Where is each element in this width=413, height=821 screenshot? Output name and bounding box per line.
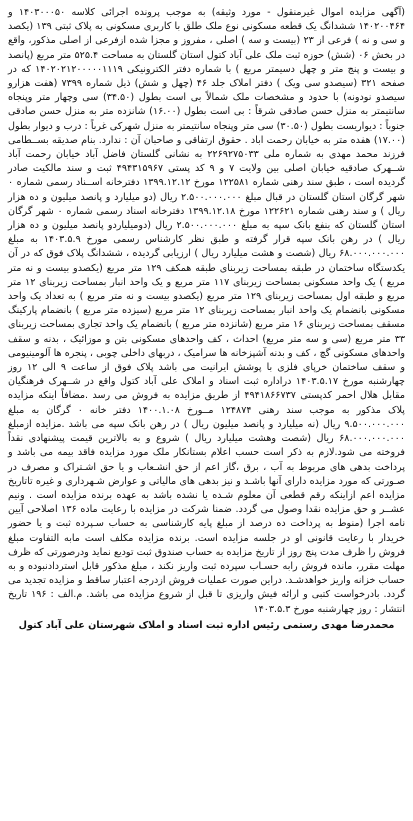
notice-paragraph: (آگهی مزایده اموال غیرمنقول - مورد وثیقه) به موجب پرونده اجرائی کلاسه ۱۴۰۳۰۰۰۵۰ و ۱۴۰۲۰۰۴۶۴ ششدانگ یک قطعه مسکونی نوع ملک طلق با کاربری مسکونی به پلاک ثبتی ۱۳۹ (یکصد و سی و نه ) فرعی از ۲۳ (بیست و سه ) اصلی ، مفروز و مجزا شده ازفرعی از اصلی مذکور، واقع در بخش ۰۶ (شش) حوزه ثبت ملک علی آباد کتول استان گلستان به مساحت ۵۲۵.۴ متر مربع (پانصد و بیست و پنج متر و چهل دسیمتر مربع ) با شماره دفتر الکترونیکی ۱۴۰۲۰۲۱۲۰۰۰۰۰۱۱۱۹ که در صفحه ۳۲۱ (سیصدو سی ویک ) دفتر املاک جلد ۴۶ (چهل و شش) ذیل شماره ۷۳۹۹ (هفت هزارو سیصدو نودونه) با حدود و مشخصات ملک شمالاً بی است بطول (۳۴.۵۰) سی وچهار متر وپنجاه سانتیمتر به منزل حسن صادقی شرقاً : بی است بطول (۱۶.۰۰) شانزده متر به منزل حسن صادقی جنوباً : دیواریست بطول (۳۰.۵۰) سی متر وپنجاه سانتیمتر به منزل شهرکی غرباً : درب و دیوار بطول (۱۷.۰۰) هفده متر به خیابان رحمت اباد . حقوق ارتفاقی و صاحبان آن : ندارد. بنام صدیقه بســطامی فرزند محمد مهدی به شماره ملی ۲۲۶۹۲۷۵۰۳۳ به نشانی گلستان فاضل آباد خیابان رحمت آباد شــهرک صادقیه خیابان اصلی بین ولایت ۷ و ۹ کد پستی ۴۹۴۳۱۵۹۶۷ ثبت و سند مالکیت صادر گردیده است ، طبق سند رهنی شماره ۱۲۲۵۸۱ مورخ ۱۳۹۹.۱۲.۱۲ دفترخانه اســناد رسمی شماره ۰ شهر گرگان استان گلستان در قبال مبلغ ۲.۵۰۰.۰۰۰.۰۰۰ ریال (دو میلیارد و پانصد میلیون و ده هزار ریال ) و سند رهنی شماره ۱۲۲۶۲۱ مورخ ۱۳۹۹.۱۲.۱۸ دفترخانه اسناد رسمی شماره ۰ شهر گرگان استان گلستان که بنفع بانک سپه به مبلغ ۲.۵۰۰.۰۰۰.۰۰۰ ریال (دومیلیاردو پانصد میلیون و ده هزار ریال ) در رهن بانک سپه قرار گرفته و طبق نظر کارشناس رسمی مورخ ۱۴۰۳.۵.۹ به مبلغ ۶۸.۰۰۰.۰۰۰.۰۰۰ ریال (شصت و هشت میلیارد ریال ) ارزیابی گردیده ، ششدانگ پلاک فوق که در آن یکدستگاه ساختمان در طبقه بمساحت زیربنای طبقه همکف ۱۲۹ متر مربع (یکصدو بیست و نه متر مربع ) یک واحد مسکونی بمساحت زیربنای ۱۱۷ متر مربع و یک واحد انبار بمساحت زیربنای ۱۲ متر مربع و طبقه اول بمساحت زیربنای ۱۲۹ متر مربع (یکصدو بیست و نه متر مربع ) به تعداد یک واحد مسکونی بانضمام یک واحد انبار بمساحت زیربنای ۱۲ متر مربع (سیزده متر مربع ) بانضمام پارکینگ مسقف بمساحت زیربنای ۱۶ متر مربع (شانزده متر مربع ) بانضمام یک واحد تجاری بمساحت زیربنای ۳۳ متر مربع (سی و سه متر مربع) احداث ، کف واحدهای مسکونی بتن و موزائیک ، بدنه و سقف واحدهای مسکونی گچ ، کف و بدنه آشپزخانه ها سرامیک ، دربهای داخلی چوبی ، پنجره ها آلومینیومی و سقف ساختمان خرپای فلزی با پوشش ایرانیت می باشد پلاک فوق از ساعت ۹ الی ۱۲ روز چهارشنبه مورخ ۱۴۰۳.۵.۱۷ دراداره ثبت اسناد و املاک علی آباد کتول واقع در شــهرک فرهنگیان مقابل هلال احمر کدپستی ۴۹۴۱۸۶۶۷۳۷ از طریق مزایده به فروش می رسد .مضافاً اینکه مزایده پلاک مذکور به موجب سند رهنی ۱۲۴۸۷۴ مــورخ ۱۴۰۰.۱.۰۸ دفتر خانه ۰ گرگان به مبلغ ۹.۵۰۰.۰۰۰.۰۰۰ ریال (نه میلیارد و پانصد میلیون ریال ) در رهن بانک سپه می باشد .مزایده ازمبلغ ۶۸.۰۰۰.۰۰۰.۰۰۰ ریال (شصت وهشت میلیارد ریال ) شروع و به بالاترین قیمت پیشنهادی نقداً فروخته می شود.لازم به ذکر است حسب اعلام بستانکار ملک مورد مزایده فاقد بیمه می باشد و پرداخت بدهی های مربوط به آب ، برق ،گاز اعم از حق انشـعاب و یا حق اشـتراک و مصرف در صـورتی که مورد مزایده دارای آنها باشـد و نیز بدهی های مالیاتی و عوارض شـهرداری و غیره تاتاریخ مزایده اعم ازاینکه رقم قطعی آن معلوم شـده یا نشده باشد به عهده برنده مزایده است . ونیم عشــر و حق مزایده نقدا وصول می گردد. ضمنا شرکت در مزایده با رعایت ماده ۱۳۶ اصلاحی آیین نامه اجرا (منوط به پرداخت ده درصد از مبلغ پایه کارشناسی به حساب سـپرده ثبت و یا حضور خریدار با رعایت قانونی او در جلسه مزایده است. برنده مزایده مکلف است مابه التفاوت مبلغ فروش را ظرف مدت پنج روز از تاریخ مزایده به حساب صندوق ثبت تودیع نماید ودرصورتی که ظرف مهلت مقرر، مانده فروش رابه حسـاب سپرده ثبت واریز نکند ، مبلغ مذکور قابل استردادنبوده و به حساب خزانه واریز خواهدشـد. دراین صورت عملیات فروش ازدرجه اعتبار ساقط و مزایده تجدید می گردد. بادرخواست کتبی و ارائه فیش واریزی تا قبل از شروع مزایده می باشد. م.الف : ۱۹۶ تاریخ انتشار : روز چهارشنبه مورخ ۱۴۰۳.۵.۳ [8, 7, 406, 615]
notice-body [8, 6, 405, 617]
notice-signature: محمدرضا مهدی رستمی رئیس اداره ثبت اسناد و املاک شهرستان علی آباد کتول [18, 619, 395, 631]
